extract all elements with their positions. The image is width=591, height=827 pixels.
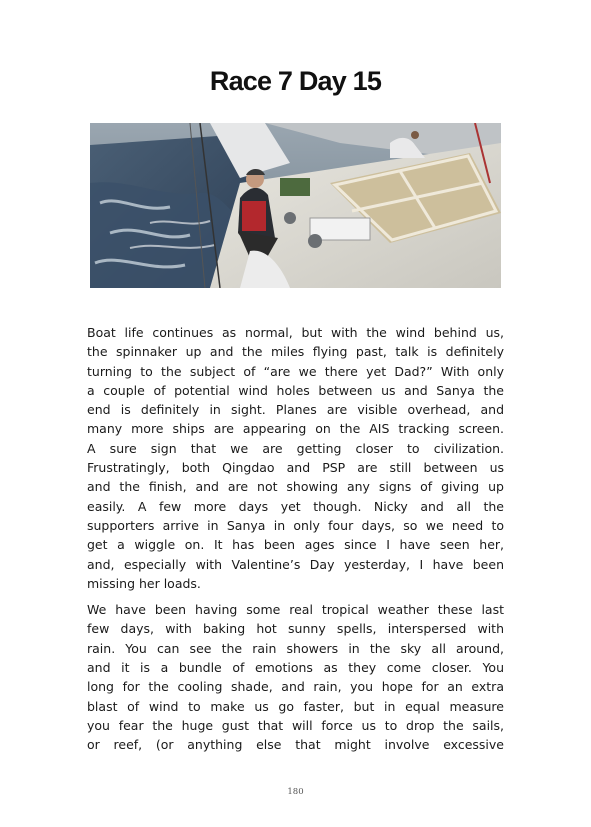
text-line: missing her loads. (87, 575, 201, 591)
text-line: you fear the huge gust that will force us to drop the sails, (87, 717, 504, 733)
text-line: the spinnaker up and the miles flying past, talk is definitely (87, 344, 504, 360)
text-line: turning to the subject of “are we there yet Dad?” With only (87, 363, 504, 379)
text-line: Boat life continues as normal, but with the wind behind us, (87, 325, 504, 340)
text-line: few days, with baking hot sunny spells, interspersed with (87, 621, 504, 637)
text-line: supporters arrive in Sanya in only four days, so we need to (87, 517, 504, 533)
text-line: blast of wind to make us go faster, but in equal measure (87, 698, 504, 714)
paragraph-1 (87, 323, 504, 593)
text-line: Frustratingly, both Qingdao and PSP are still between us (87, 460, 504, 476)
text-line: rain. You can see the rain showers in the sky all around, (87, 640, 504, 656)
text-line: many more ships are appearing on the AIS tracking screen. (87, 421, 504, 437)
text-line: or reef, (or anything else that might involve excessive (87, 737, 504, 753)
text-line: a couple of potential wind holes between us and Sanya the (87, 382, 504, 398)
page-number: 180 (287, 787, 304, 797)
text-line: and, especially with Valentine’s Day yesterday, I have been (87, 556, 504, 572)
paragraph-spacer (87, 593, 504, 600)
page-title: Race 7 Day 15 (209, 66, 382, 96)
body-text (87, 323, 504, 755)
text-line: We have been having some real tropical weather these last (87, 602, 504, 618)
text-line: easily. A few more days yet though. Nicky and all the (87, 498, 504, 514)
text-line: long for the cooling shade, and rain, you hope for an extra (87, 679, 504, 695)
text-line: and the finish, and are not showing any signs of giving up (87, 479, 504, 495)
text-line: and it is a bundle of emotions as they come closer. You (87, 660, 504, 676)
text-line: end is definitely in sight. Planes are visible overhead, and (87, 402, 504, 418)
text-line: get a wiggle on. It has been ages since I have seen her, (87, 537, 504, 553)
paragraph-2 (87, 600, 504, 754)
text-line: A sure sign that we are getting closer to civilization. (87, 440, 504, 456)
sailor-on-deck-photo (90, 123, 501, 288)
